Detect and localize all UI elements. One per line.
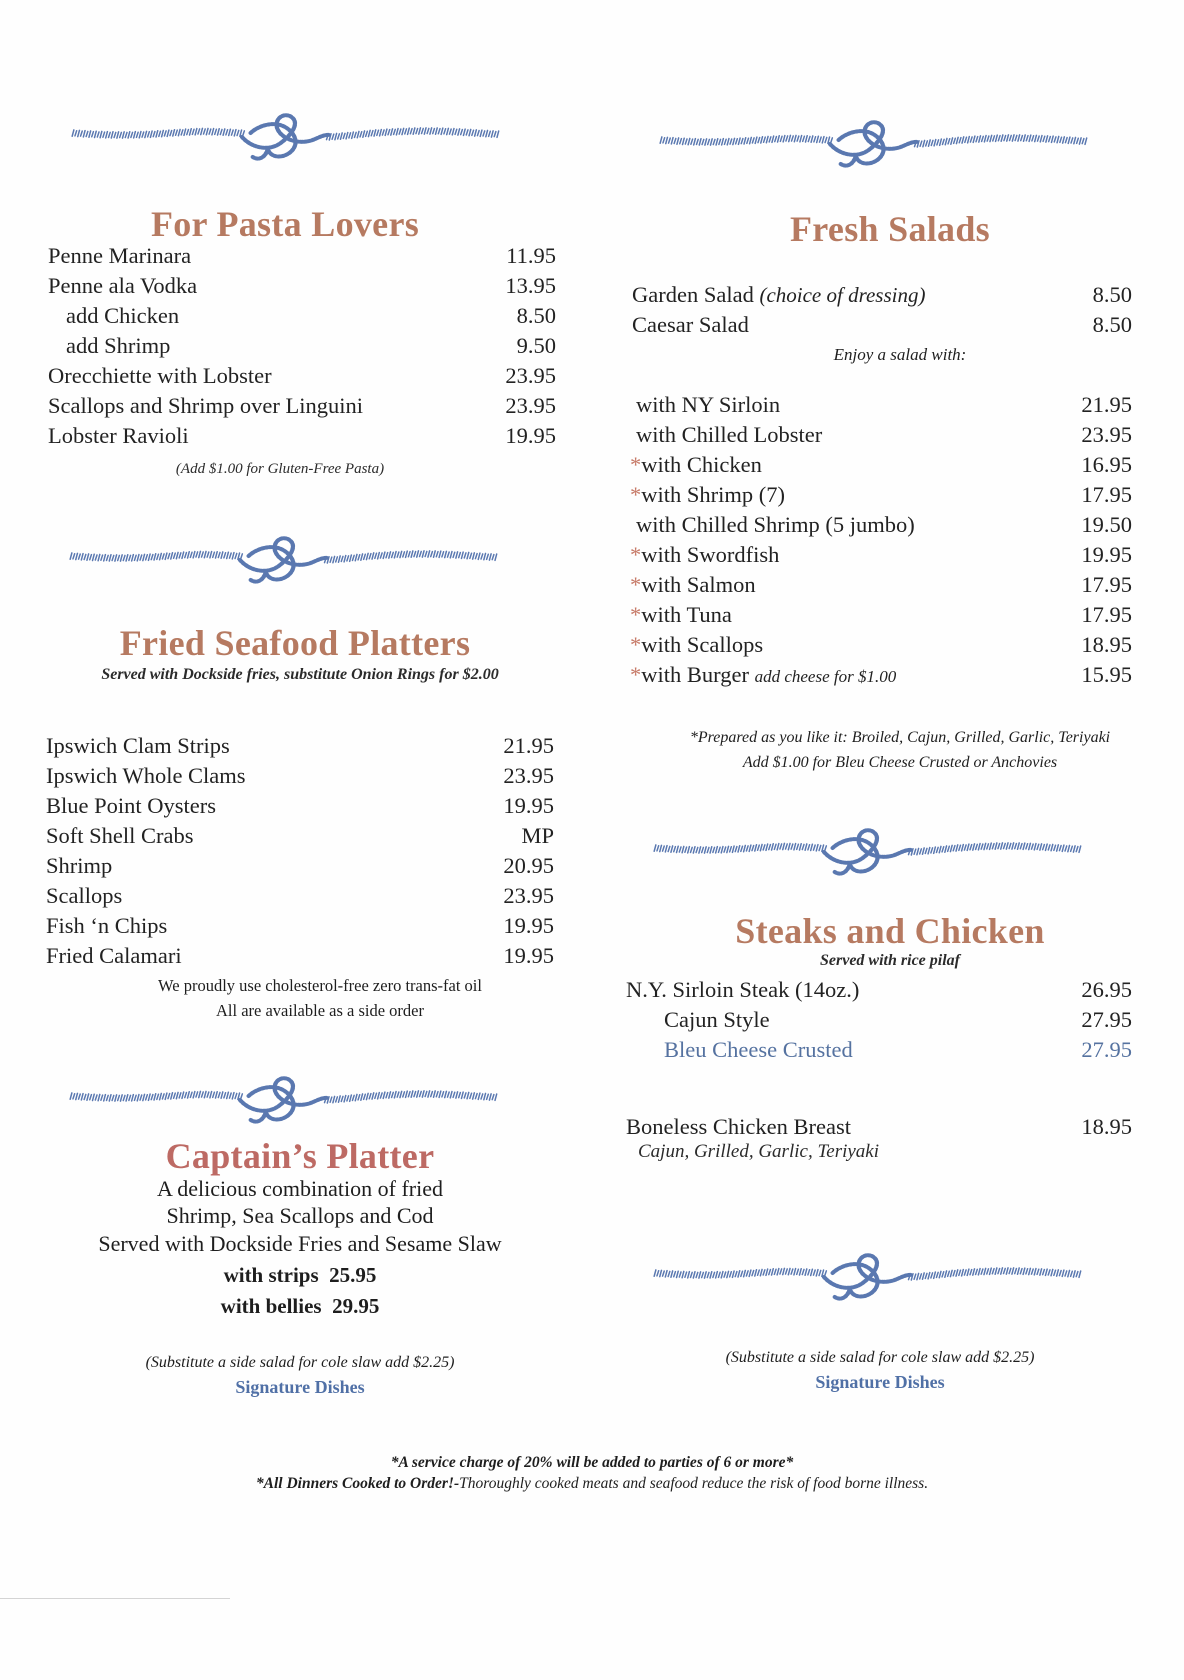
captain-bellies-price: with bellies 29.95 — [220, 1294, 380, 1318]
signature-dishes: Signature Dishes — [235, 1377, 365, 1397]
menu-item: Cajun Style 27.95 — [664, 1007, 1132, 1032]
bleu-cheese-note: Add $1.00 for Bleu Cheese Crusted or Anchovies — [742, 754, 1058, 771]
service-charge-note: *A service charge of 20% will be added to parties of 6 or more* — [390, 1454, 794, 1471]
menu-item: Shrimp 20.95 — [46, 853, 554, 878]
menu-item: Ipswich Clam Strips 21.95 — [46, 733, 554, 758]
menu-item: with Chilled Shrimp (5 jumbo) 19.50 — [636, 512, 1132, 537]
menu-item: Garden Salad (choice of dressing) 8.50 — [632, 282, 1132, 307]
steaks-list — [626, 977, 1132, 1067]
menu-item: *with Tuna 17.95 — [630, 602, 1132, 627]
rope-knot-icon — [658, 112, 1088, 172]
captain-desc-3: Served with Dockside Fries and Sesame Slaw — [98, 1231, 502, 1256]
menu-item: *with Salmon 17.95 — [630, 572, 1132, 597]
menu-item: *with Shrimp (7) 17.95 — [630, 482, 1132, 507]
rope-divider — [658, 112, 1088, 172]
prepared-note: *Prepared as you like it: Broiled, Cajun, Grilled, Garlic, Teriyaki — [689, 729, 1111, 746]
pasta-list — [48, 243, 556, 453]
rope-divider — [652, 1245, 1082, 1305]
menu-item: Boneless Chicken Breast 18.95 — [626, 1114, 1132, 1139]
captain-heading: Captain’s Platter — [165, 1136, 435, 1176]
cooked-to-order-note — [0, 1475, 1184, 1493]
menu-item: Scallops and Shrimp over Linguini 23.95 — [48, 393, 556, 418]
steaks-subtitle: Served with rice pilaf — [820, 952, 960, 969]
pasta-heading: For Pasta Lovers — [150, 204, 420, 244]
salad-toppings-list — [630, 392, 1132, 692]
fried-list — [46, 733, 554, 973]
rope-knot-icon — [652, 1245, 1082, 1305]
enjoy-note: Enjoy a salad with: — [833, 345, 967, 364]
chicken-styles: Cajun, Grilled, Garlic, Teriyaki — [638, 1141, 880, 1162]
menu-item: *with Swordfish 19.95 — [630, 542, 1132, 567]
menu-item: Soft Shell Crabs MP — [46, 823, 554, 848]
menu-item: Blue Point Oysters 19.95 — [46, 793, 554, 818]
pasta-note: (Add $1.00 for Gluten-Free Pasta) — [175, 461, 385, 477]
cooked-to-order-lead: *All Dinners Cooked to Order!- — [255, 1475, 460, 1492]
substitute-note: (Substitute a side salad for cole slaw add $2.25) — [725, 1349, 1035, 1366]
menu-item: Caesar Salad 8.50 — [632, 312, 1132, 337]
menu-item: Orecchiette with Lobster 23.95 — [48, 363, 556, 388]
menu-item: Lobster Ravioli 19.95 — [48, 423, 556, 448]
menu-item: Bleu Cheese Crusted 27.95 — [664, 1037, 1132, 1062]
menu-item: N.Y. Sirloin Steak (14oz.) 26.95 — [626, 977, 1132, 1002]
rope-divider — [70, 105, 500, 165]
menu-item: add Chicken 8.50 — [66, 303, 556, 328]
salad-base-list — [632, 282, 1132, 342]
menu-item: Penne Marinara 11.95 — [48, 243, 556, 268]
menu-item: Fish ‘n Chips 19.95 — [46, 913, 554, 938]
captain-desc-1: A delicious combination of fried — [157, 1176, 443, 1201]
menu-item: Fried Calamari 19.95 — [46, 943, 554, 968]
menu-item: with Chilled Lobster 23.95 — [636, 422, 1132, 447]
captain-strips-price: with strips 25.95 — [223, 1263, 377, 1287]
salads-heading: Fresh Salads — [790, 209, 990, 249]
menu-item: with NY Sirloin 21.95 — [636, 392, 1132, 417]
rope-knot-icon — [652, 820, 1082, 880]
menu-item: *with Chicken 16.95 — [630, 452, 1132, 477]
substitute-note: (Substitute a side salad for cole slaw add $2.25) — [145, 1354, 455, 1371]
rope-knot-icon — [68, 528, 498, 588]
chicken-list — [626, 1114, 1132, 1144]
menu-item: Ipswich Whole Clams 23.95 — [46, 763, 554, 788]
menu-item: add Shrimp 9.50 — [66, 333, 556, 358]
fried-subtitle: Served with Dockside fries, substitute Onion Rings for $2.00 — [101, 666, 499, 683]
rope-knot-icon — [68, 1068, 498, 1128]
rope-divider — [652, 820, 1082, 880]
side-order-note: All are available as a side order — [216, 1001, 424, 1020]
oil-note: We proudly use cholesterol-free zero trans-fat oil — [158, 976, 482, 995]
page-edge-line — [0, 1598, 230, 1599]
rope-knot-icon — [70, 105, 500, 165]
menu-item: Penne ala Vodka 13.95 — [48, 273, 556, 298]
rope-divider — [68, 528, 498, 588]
steaks-heading: Steaks and Chicken — [735, 911, 1045, 951]
fried-heading: Fried Seafood Platters — [119, 623, 471, 663]
rope-divider — [68, 1068, 498, 1128]
menu-item: *with Burger add cheese for $1.00 15.95 — [630, 662, 1132, 687]
captain-desc-2: Shrimp, Sea Scallops and Cod — [166, 1203, 434, 1228]
signature-dishes: Signature Dishes — [815, 1372, 945, 1392]
menu-item: Scallops 23.95 — [46, 883, 554, 908]
cooked-to-order-rest: Thoroughly cooked meats and seafood reduce the risk of food borne illness. — [459, 1475, 929, 1492]
menu-item: *with Scallops 18.95 — [630, 632, 1132, 657]
